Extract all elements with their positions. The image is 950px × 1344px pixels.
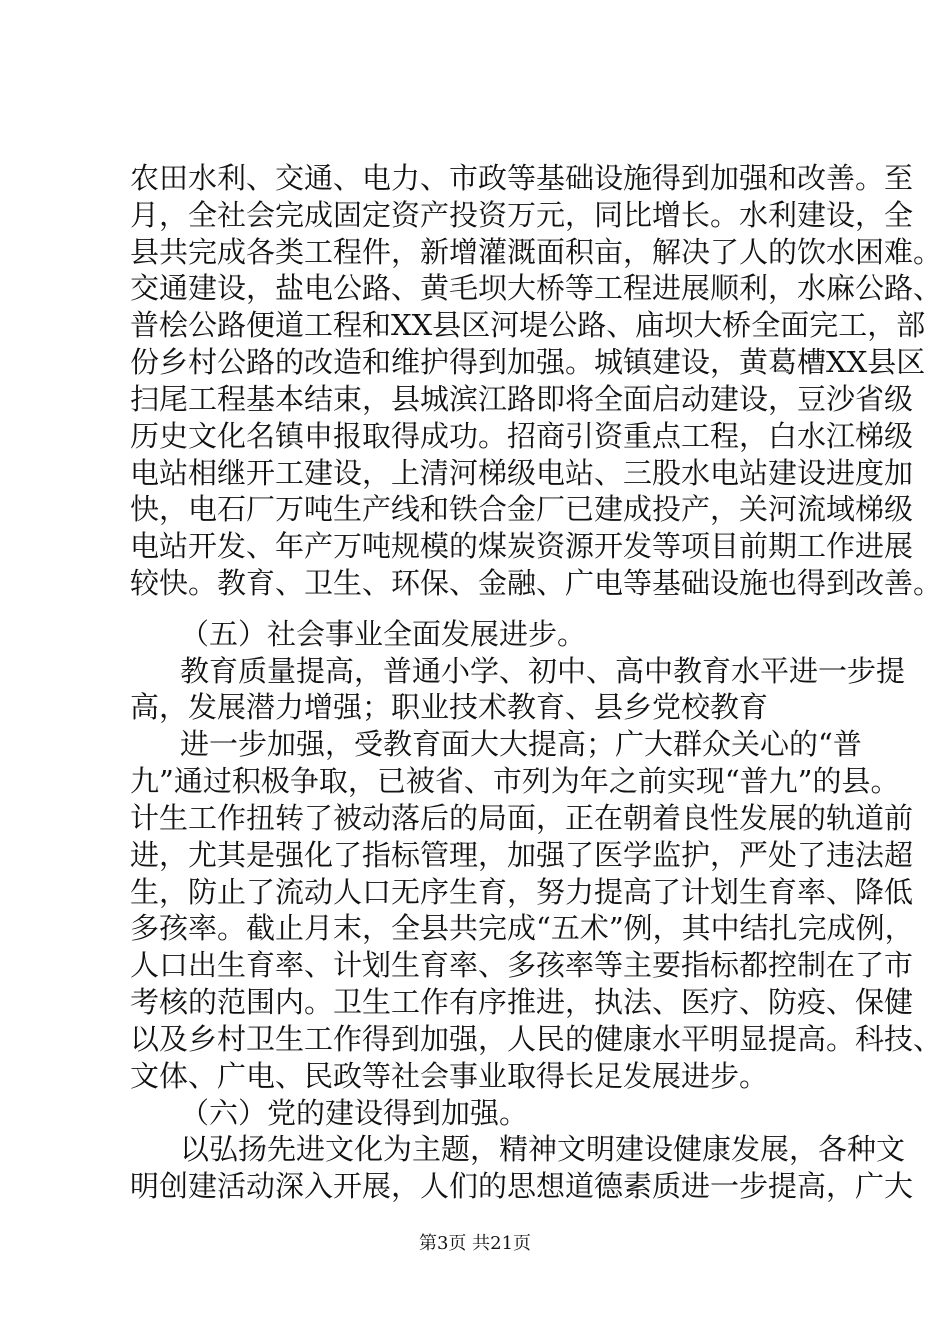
- paragraph-line: 电站相继开工建设，上清河梯级电站、三股水电站建设进度加: [130, 456, 914, 490]
- paragraph-line: 农田水利、交通、电力、市政等基础设施得到加强和改善。至: [130, 161, 914, 195]
- paragraph-line: 扫尾工程基本结束，县城滨江路即将全面启动建设，豆沙省级: [130, 382, 914, 416]
- paragraph-line: 进一步加强，受教育面大大提高；广大群众关心的“普: [180, 727, 862, 761]
- paragraph-line: 考核的范围内。卫生工作有序推进，执法、医疗、防疫、保健: [130, 985, 914, 1019]
- paragraph-line: 县共完成各类工程件，新增灌溉面积亩，解决了人的饮水困难。: [130, 235, 943, 269]
- section-heading: （五）社会事业全面发展进步。: [180, 617, 587, 651]
- paragraph-line: 月，全社会完成固定资产投资万元，同比增长。水利建设，全: [130, 198, 914, 232]
- paragraph-line: 以及乡村卫生工作得到加强，人民的健康水平明显提高。科技、: [130, 1022, 943, 1056]
- paragraph-line: 交通建设，盐电公路、黄毛坝大桥等工程进展顺利，水麻公路、: [130, 271, 943, 305]
- section-heading: （六）党的建设得到加强。: [180, 1096, 529, 1130]
- page-footer: 第3页 共21页: [418, 1233, 532, 1254]
- paragraph-line: 份乡村公路的改造和维护得到加强。城镇建设，黄葛槽XX县区: [130, 345, 926, 379]
- paragraph-line: 历史文化名镇申报取得成功。招商引资重点工程，白水江梯级: [130, 419, 914, 453]
- paragraph-line: 以弘扬先进文化为主题，精神文明建设健康发展，各种文: [180, 1132, 906, 1166]
- paragraph-line: 文体、广电、民政等社会事业取得长足发展进步。: [130, 1059, 769, 1093]
- paragraph-line: 较快。教育、卫生、环保、金融、广电等基础设施也得到改善。: [130, 566, 943, 600]
- paragraph-line: 进，尤其是强化了指标管理，加强了医学监护，严处了违法超: [130, 838, 914, 872]
- paragraph-line: 教育质量提高，普通小学、初中、高中教育水平进一步提: [180, 654, 906, 688]
- paragraph-line: 人口出生育率、计划生育率、多孩率等主要指标都控制在了市: [130, 948, 914, 982]
- paragraph-line: 高，发展潜力增强；职业技术教育、县乡党校教育: [130, 690, 769, 724]
- paragraph-line: 多孩率。截止月末，全县共完成“五术”例，其中结扎完成例，: [130, 911, 914, 945]
- paragraph-line: 普桧公路便道工程和XX县区河堤公路、庙坝大桥全面完工，部: [130, 308, 926, 342]
- paragraph-line: 生，防止了流动人口无序生育，努力提高了计划生育率、降低: [130, 875, 914, 909]
- paragraph-line: 明创建活动深入开展，人们的思想道德素质进一步提高，广大: [130, 1169, 914, 1203]
- paragraph-line: 计生工作扭转了被动落后的局面，正在朝着良性发展的轨道前: [130, 801, 914, 835]
- paragraph-line: 电站开发、年产万吨规模的煤炭资源开发等项目前期工作进展: [130, 529, 914, 563]
- paragraph-line: 九”通过积极争取，已被省、市列为年之前实现“普九”的县。: [130, 764, 900, 798]
- paragraph-line: 快，电石厂万吨生产线和铁合金厂已建成投产，关河流域梯级: [130, 492, 914, 526]
